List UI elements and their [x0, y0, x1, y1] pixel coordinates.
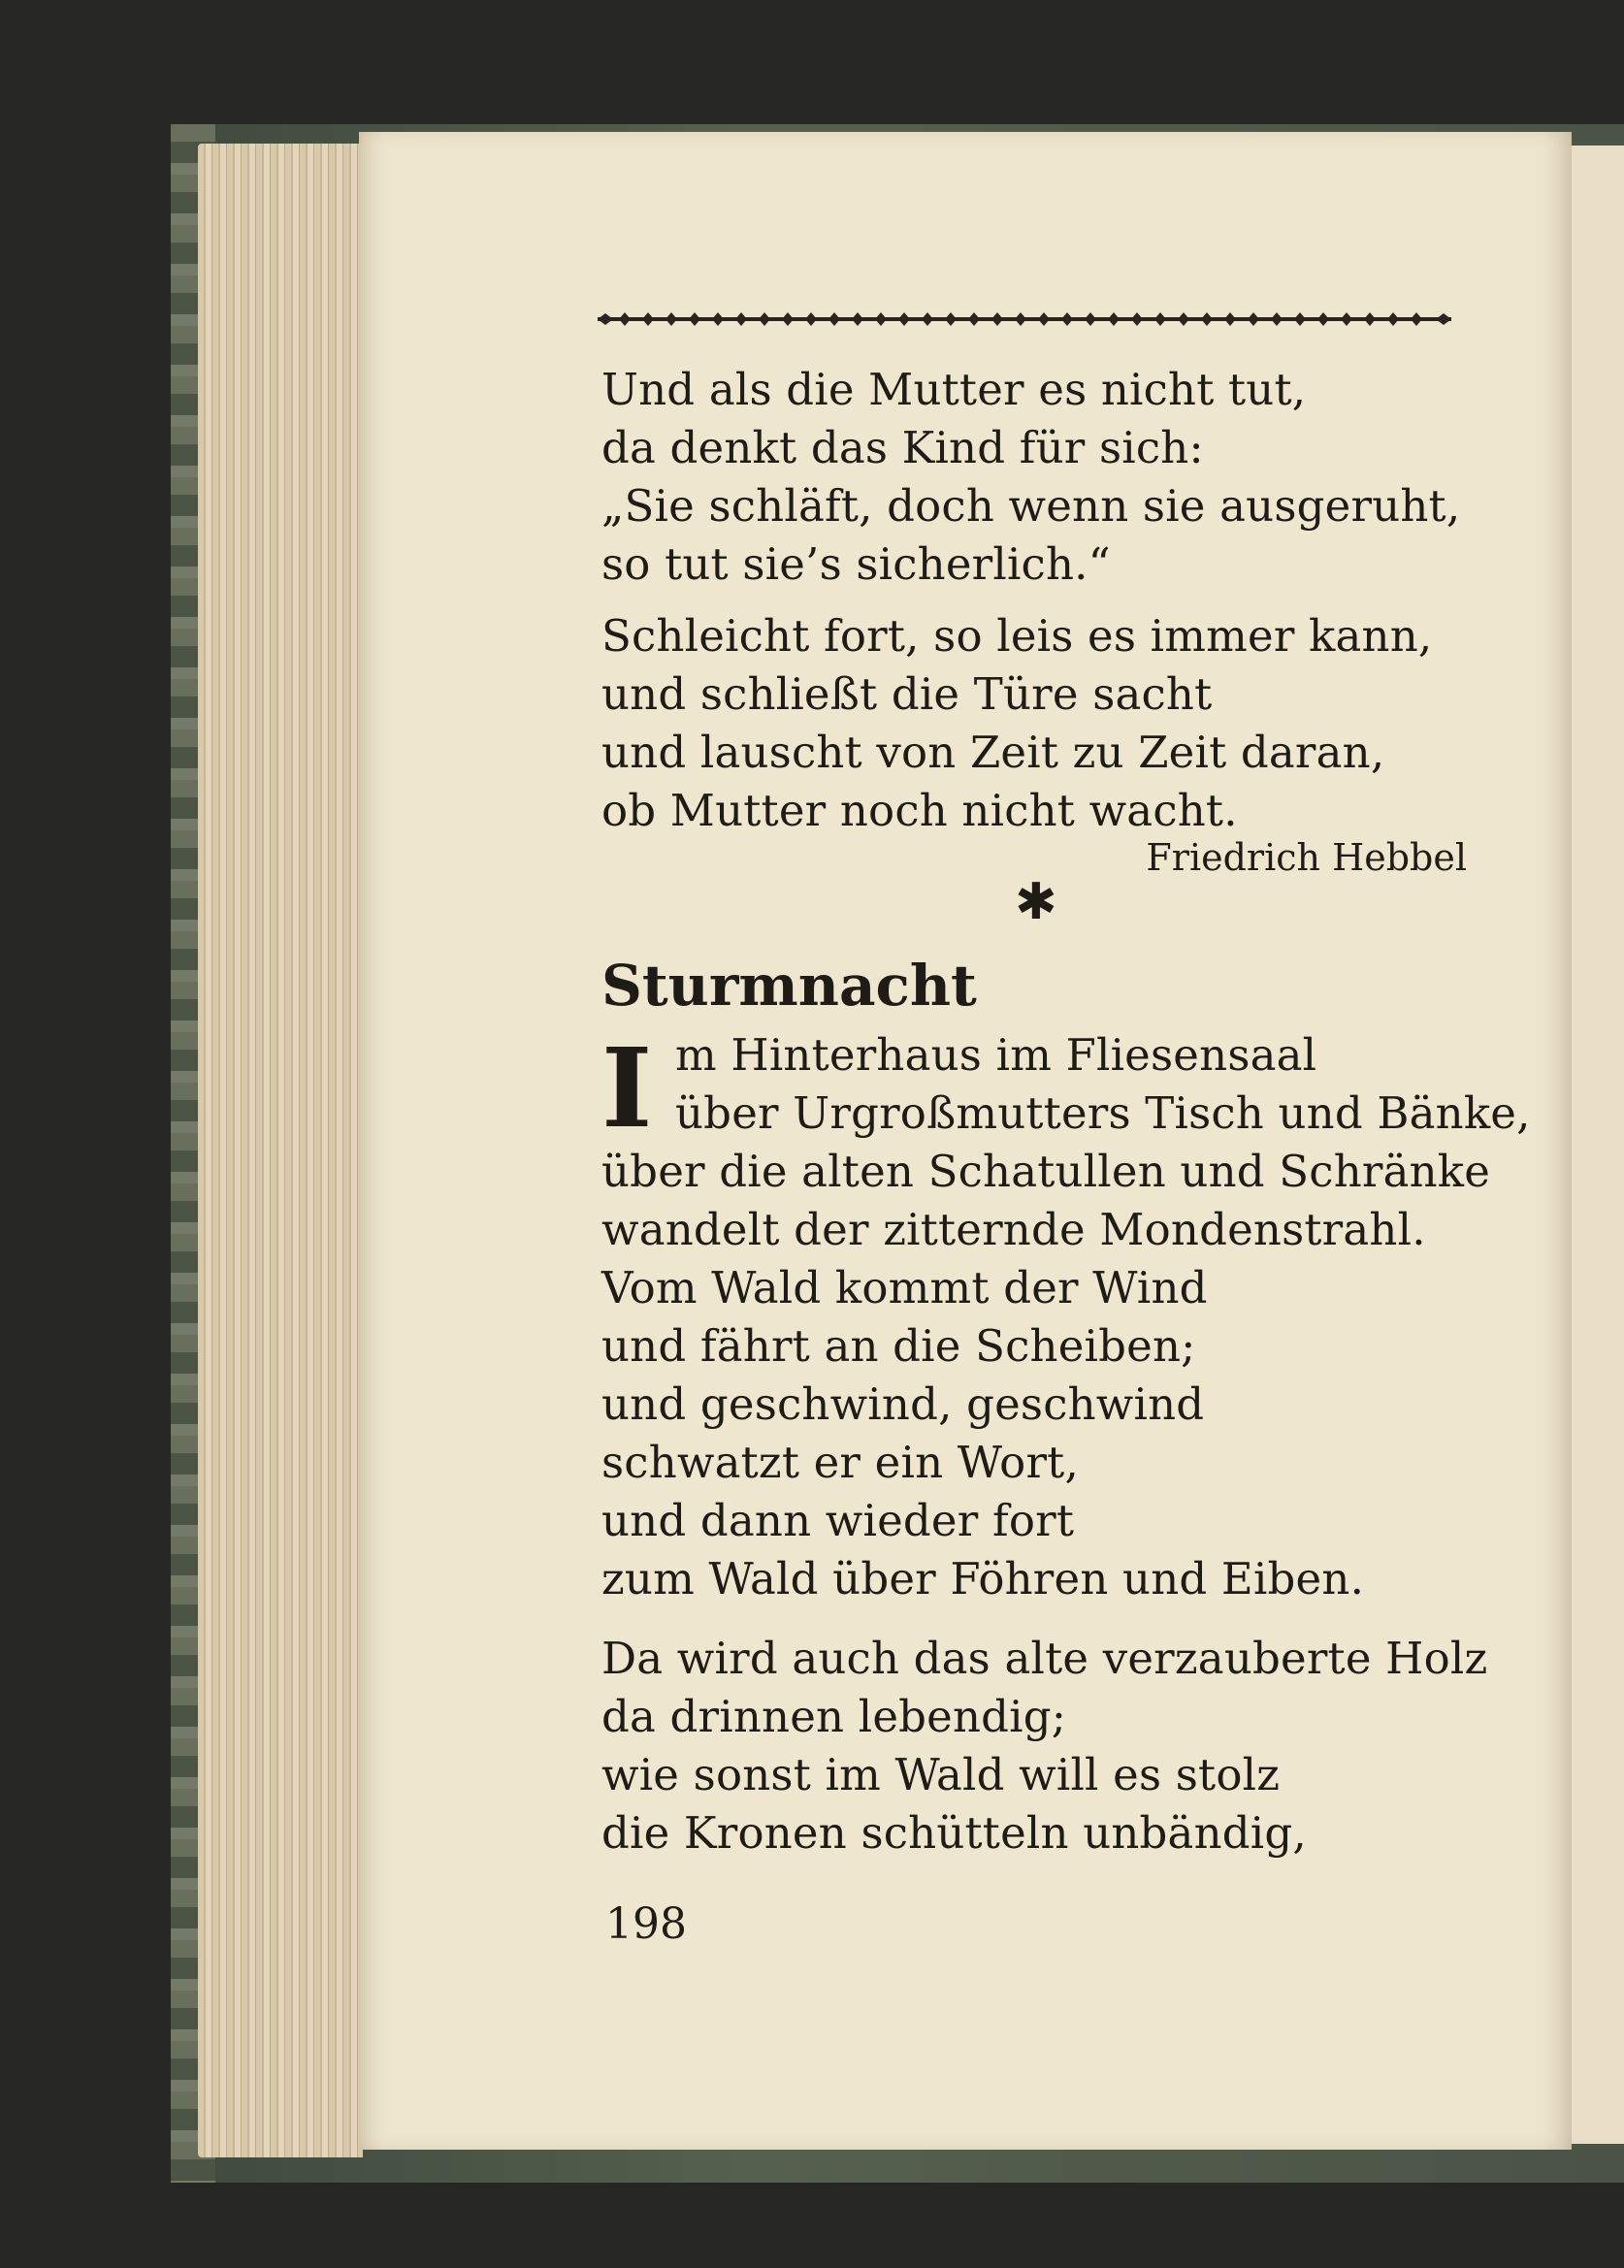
ornament-diamond	[1364, 312, 1376, 326]
verse-line: „Sie schläft, doch wenn sie ausgeruht,	[601, 480, 1461, 532]
ornament-diamond	[875, 312, 887, 326]
poem1-stanza1	[601, 361, 1475, 594]
verse-line: wandelt der zitternde Mondenstrahl.	[601, 1204, 1426, 1255]
verse-line: und schließt die Türe sacht	[601, 668, 1213, 720]
ornament-diamond	[968, 312, 980, 326]
ornament-diamond	[1108, 312, 1120, 326]
ornament-diamond	[945, 312, 957, 326]
ornament-diamond	[991, 312, 1003, 326]
verse-line: und geschwind, geschwind	[601, 1378, 1205, 1430]
ornament-diamond	[1271, 312, 1283, 326]
ornament-diamond	[1085, 312, 1096, 326]
ornament-diamond	[1201, 312, 1213, 326]
ornament-diamond	[1411, 312, 1422, 326]
ornament-diamond	[922, 312, 933, 326]
verse-line: über die alten Schatullen und Schränke	[601, 1146, 1491, 1197]
verse-line: da denkt das Kind für sich:	[601, 422, 1204, 473]
ornament-diamond	[1387, 312, 1399, 326]
verse-line: schwatzt er ein Wort,	[601, 1437, 1079, 1488]
verse-line: Schleicht fort, so leis es immer kann,	[601, 610, 1433, 662]
ornament-diamond	[898, 312, 910, 326]
ornamental-rule	[598, 308, 1451, 330]
ornament-diamond	[1248, 312, 1259, 326]
verse-line: Da wird auch das alte verzauberte Holz	[601, 1633, 1488, 1684]
ornament-diamond	[852, 312, 863, 326]
ornament-diamond	[1131, 312, 1143, 326]
ornament-diamond	[805, 312, 817, 326]
ornament-diamond	[689, 312, 700, 326]
ornament-diamond	[828, 312, 840, 326]
ornament-diamond	[1015, 312, 1026, 326]
verse-line: m Hinterhaus im Fliesensaal	[675, 1029, 1317, 1081]
ornament-diamond	[782, 312, 794, 326]
verse-line: da drinnen lebendig;	[601, 1691, 1067, 1742]
poem2-stanza1	[601, 1143, 1491, 1608]
verse-line: Und als die Mutter es nicht tut,	[601, 364, 1307, 415]
ornament-diamond	[735, 312, 747, 326]
section-separator: ✱	[1015, 873, 1057, 931]
ornament-diamond	[1038, 312, 1050, 326]
poem-title: Sturmnacht	[601, 953, 977, 1019]
poem1-stanza2	[601, 607, 1475, 840]
verse-line: Vom Wald kommt der Wind	[601, 1262, 1208, 1313]
page-edges	[198, 144, 363, 2157]
ornament-diamond	[1224, 312, 1236, 326]
verse-line: ob Mutter noch nicht wacht.	[601, 785, 1238, 836]
page-number: 198	[605, 1899, 687, 1949]
verse-line: so tut sie’s sicherlich.“	[601, 538, 1111, 590]
verse-line: die Kronen schütteln unbändig,	[601, 1807, 1307, 1859]
ornament-diamond	[1317, 312, 1329, 326]
verse-line: und lauscht von Zeit zu Zeit daran,	[601, 727, 1385, 778]
poem2-stanza2	[601, 1630, 1488, 1863]
poem-author: Friedrich Hebbel	[1146, 836, 1467, 879]
ornament-diamond	[666, 312, 677, 326]
verse-line: wie sonst im Wald will es stolz	[601, 1749, 1281, 1800]
verse-line: und dann wieder fort	[601, 1495, 1075, 1546]
verse-line: und fährt an die Scheiben;	[601, 1320, 1196, 1372]
ornament-diamond	[642, 312, 654, 326]
verse-line: über Urgroßmutters Tisch und Bänke,	[675, 1087, 1531, 1139]
ornament-diamond	[1178, 312, 1189, 326]
drop-cap: I	[601, 1025, 653, 1152]
ornament-diamond	[619, 312, 631, 326]
verse-line: zum Wald über Föhren und Eiben.	[601, 1553, 1365, 1604]
ornament-diamond	[1061, 312, 1073, 326]
ornament-diamond	[759, 312, 770, 326]
ornament-diamond	[1341, 312, 1352, 326]
ornament-diamond	[1154, 312, 1166, 326]
ornament-diamond	[1294, 312, 1306, 326]
ornament-diamond	[712, 312, 724, 326]
